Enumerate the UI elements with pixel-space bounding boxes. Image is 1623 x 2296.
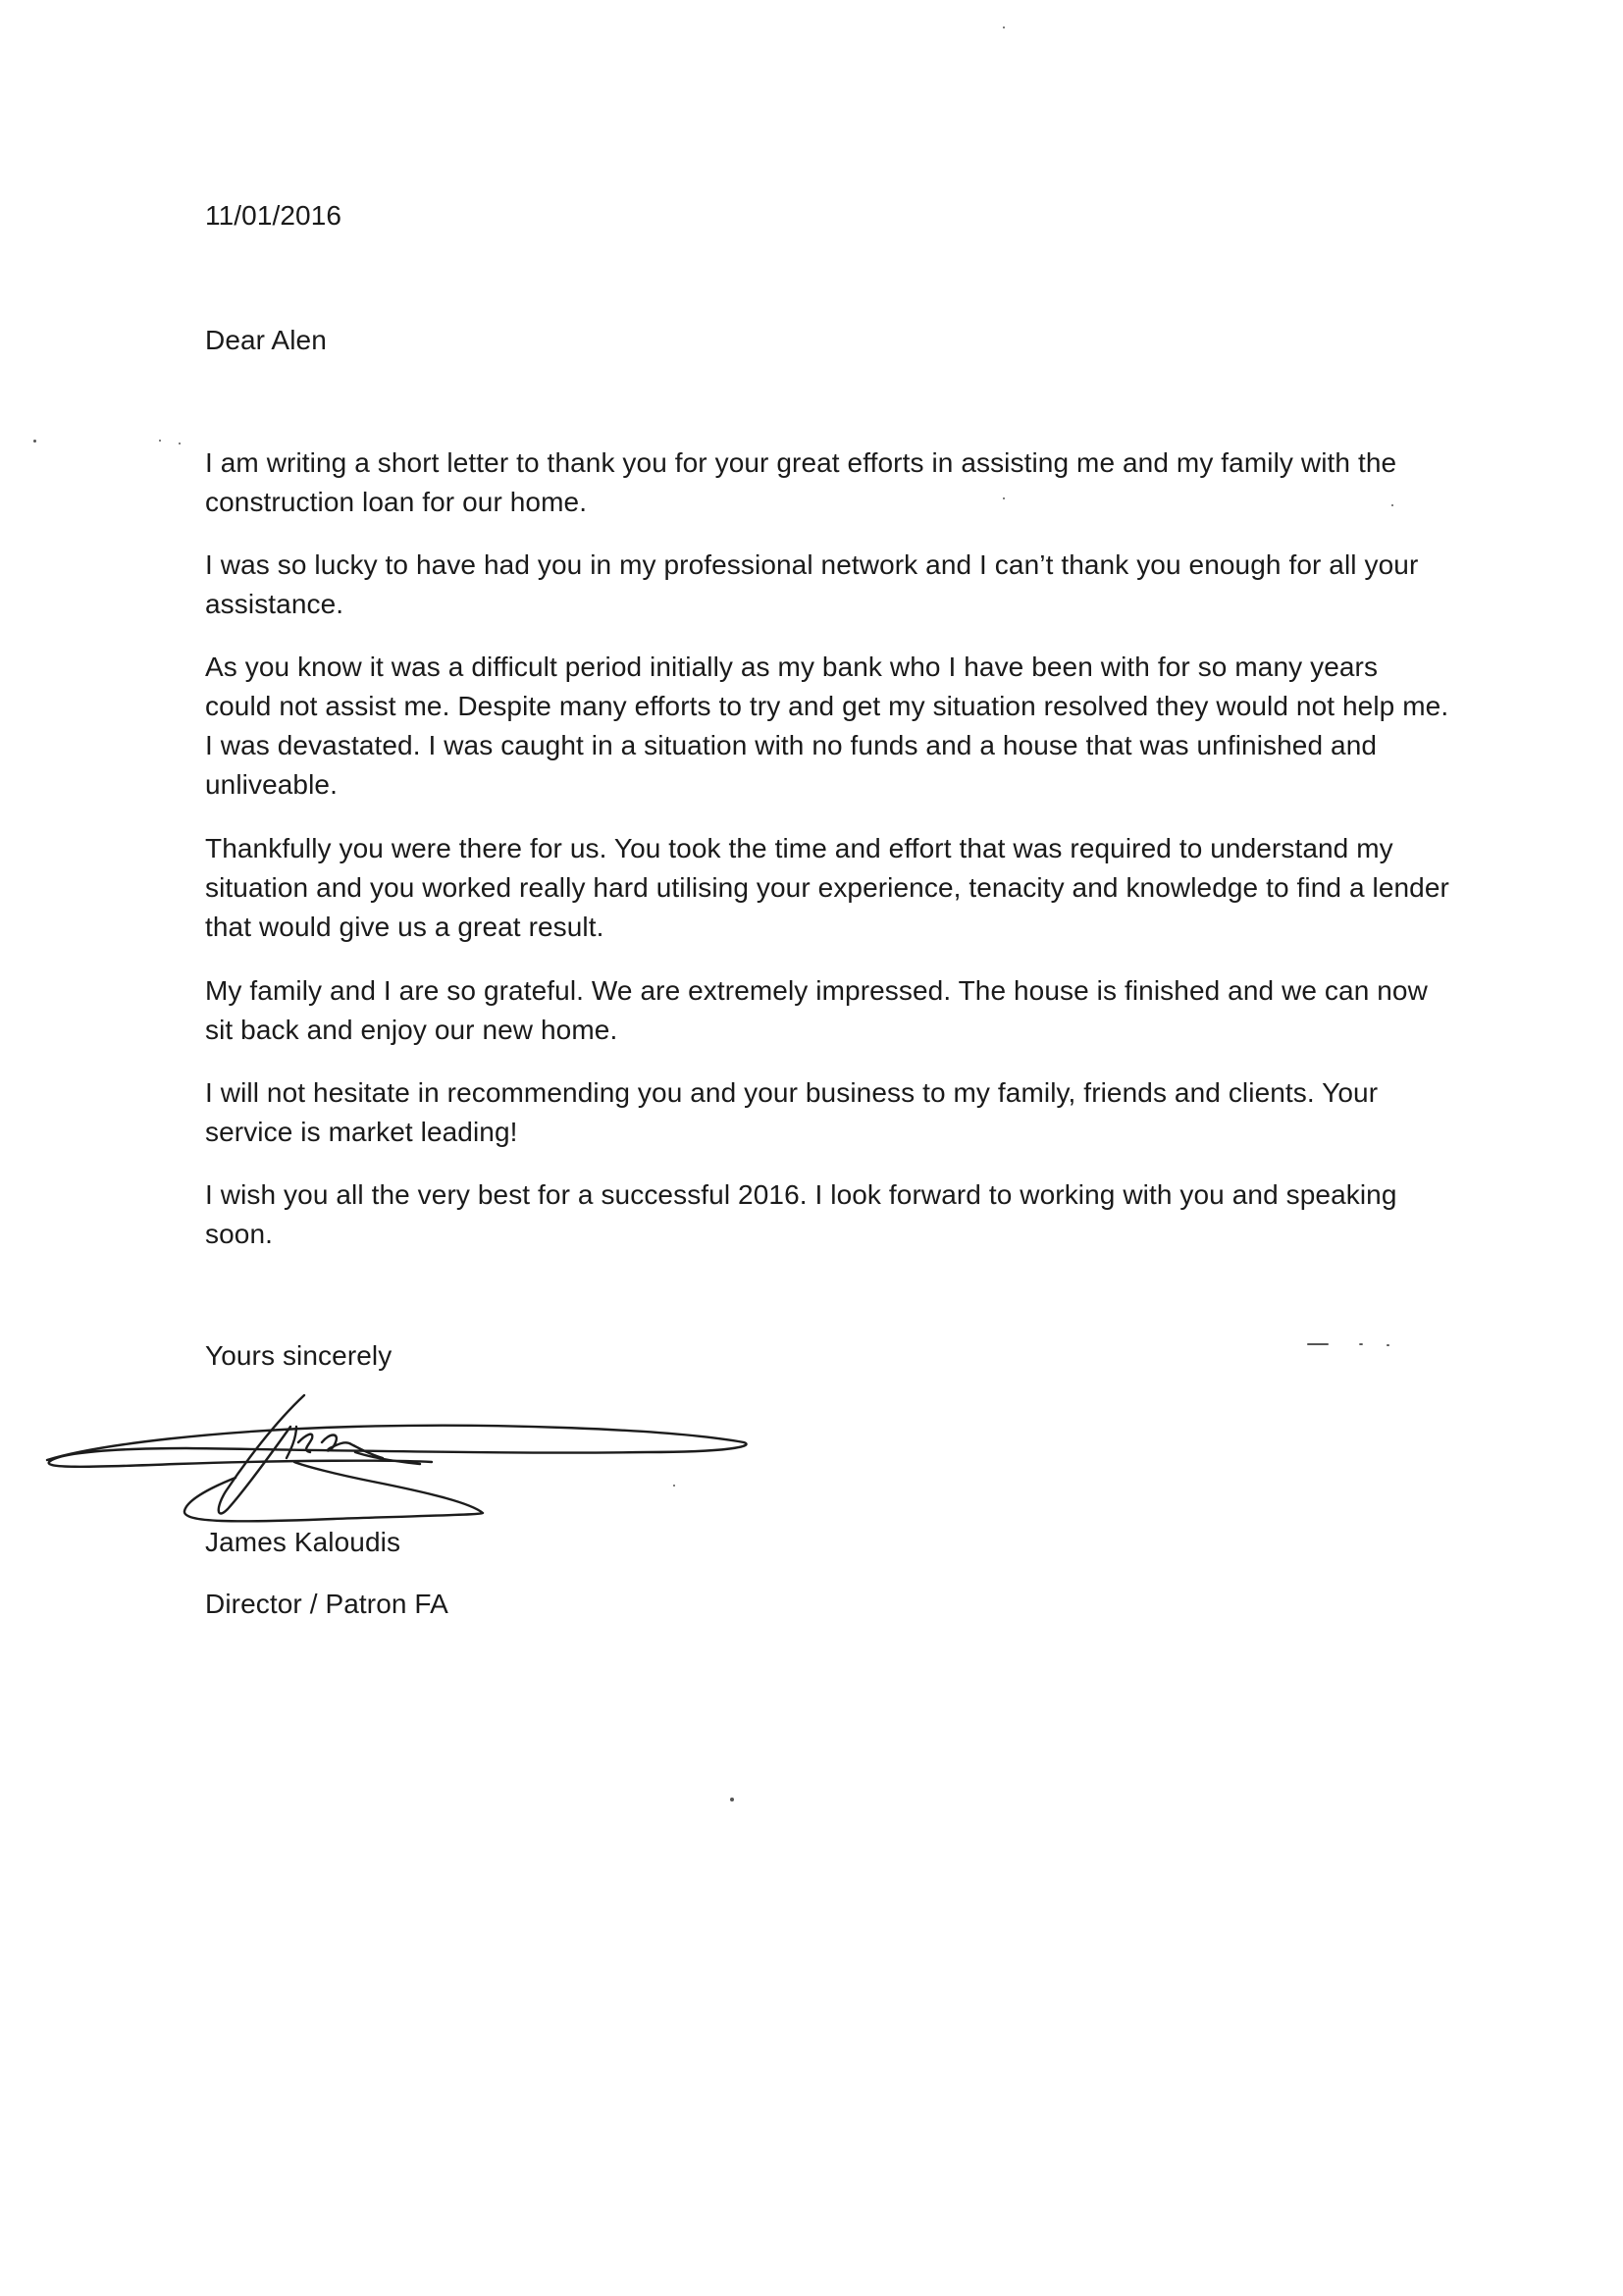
- scan-speck: [1003, 497, 1005, 499]
- closing: Yours sincerely: [205, 1340, 393, 1371]
- body-paragraph: I wish you all the very best for a successful 2016. I look forward to working with you and speaking soon.: [205, 1179, 1397, 1249]
- body-paragraph: I will not hesitate in recommending you and your business to my family, friends and clients. Your service is market leading!: [205, 1077, 1379, 1147]
- scan-speck: [1307, 1343, 1329, 1345]
- scan-speck: [1359, 1343, 1363, 1345]
- scan-speck: [1391, 504, 1393, 506]
- body-paragraph: My family and I are so grateful. We are extremely impressed. The house is finished and we can now sit back and enjoy our new home.: [205, 975, 1428, 1045]
- handwritten-signature: [39, 1383, 756, 1531]
- scan-speck: [159, 440, 161, 442]
- body-paragraph: Thankfully you were there for us. You took the time and effort that was required to understand my situation and you worked really hard utilising your experience, tenacity and knowledge to find a lender that would give us a great result.: [205, 833, 1449, 942]
- signer-name: James Kaloudis: [205, 1527, 401, 1557]
- signer-title: Director / Patron FA: [205, 1589, 448, 1619]
- body-paragraph: I was so lucky to have had you in my professional network and I can’t thank you enough for all your assistance.: [205, 549, 1419, 619]
- scan-speck: [1387, 1344, 1389, 1346]
- salutation: Dear Alen: [205, 325, 327, 355]
- scan-speck: [1003, 26, 1005, 28]
- scan-speck: [673, 1485, 675, 1487]
- body-paragraph: I am writing a short letter to thank you for your great efforts in assisting me and my family with the construction loan for our home.: [205, 447, 1397, 517]
- scan-speck: [179, 443, 181, 444]
- scan-speck: [730, 1798, 734, 1801]
- letter-date: 11/01/2016: [205, 200, 342, 231]
- scan-speck: [33, 440, 36, 443]
- body-paragraph: As you know it was a difficult period initially as my bank who I have been with for so many years could not assist me. Despite many efforts to try and get my situation resolved they would not help me. I was devastated. I was caught in a situation with no funds and a house that was unfinished and unliveable.: [205, 652, 1449, 800]
